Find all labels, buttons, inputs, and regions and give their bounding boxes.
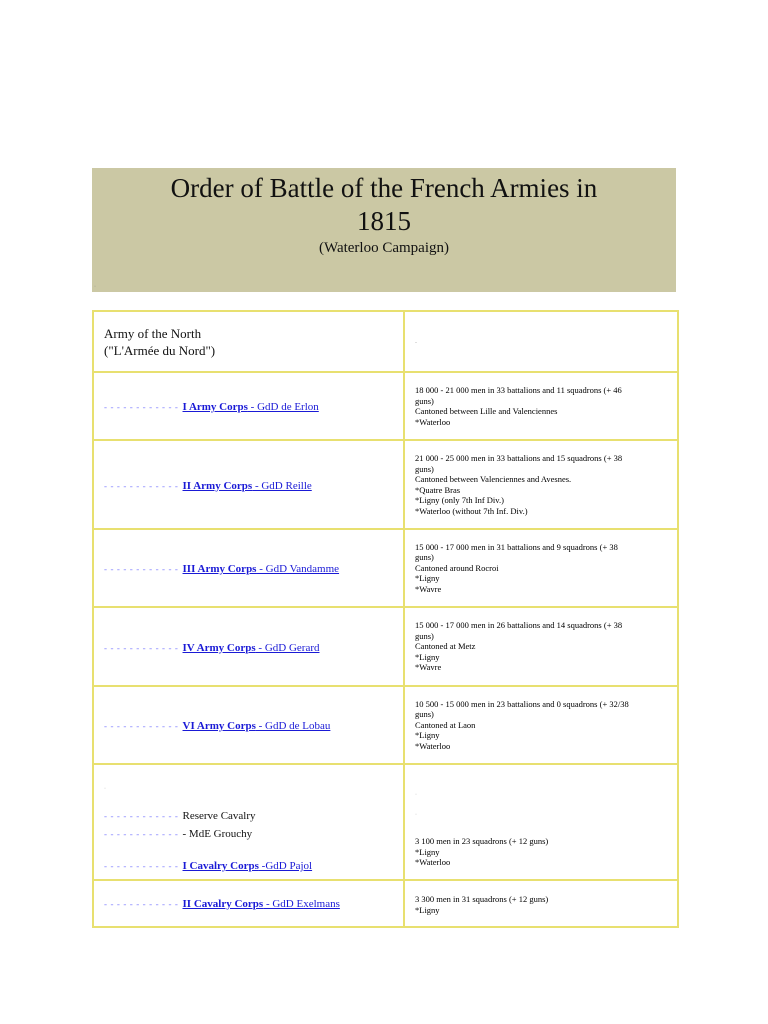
reserve-cavalry-cell: [93, 764, 404, 880]
banner-marker: ·: [94, 284, 96, 290]
indent-dashes: - - - - - - - - - - - -: [104, 899, 179, 909]
table-row: [93, 686, 678, 764]
spacer-mark: ·: [415, 792, 417, 799]
corps-details: 10 500 - 15 000 men in 23 battalions and 0 squadrons (+ 32/38 guns) Cantoned at Laon *Ligny *Waterloo: [404, 686, 678, 764]
table-row: [93, 880, 678, 927]
indent-dashes: - - - - - - - - - - - -: [104, 811, 179, 821]
corps-link-ii-cavalry[interactable]: II Cavalry Corps - GdD Exelmans: [182, 898, 340, 910]
table-row: [93, 529, 678, 607]
army-name: Army of the North: [104, 325, 202, 341]
corps-details: · · 3 100 men in 23 squadrons (+ 12 guns) *Ligny *Waterloo: [404, 764, 678, 880]
page-subtitle: (Waterloo Campaign): [319, 240, 449, 256]
title-banner: [92, 168, 676, 292]
corps-details: 21 000 - 25 000 men in 33 battalions and 15 squadrons (+ 38 guns) Cantoned between Valenciennes and Avesnes. *Quatre Bras *Ligny (only 7th Inf Div.) *Waterloo (without 7th Inf. Div.): [404, 440, 678, 529]
corps-link-ii-army[interactable]: II Army Corps - GdD Reille: [182, 479, 312, 492]
corps-cell: [93, 607, 404, 686]
page-title: Order of Battle of the French Armies in 1815: [170, 173, 598, 236]
corps-link-i-army[interactable]: I Army Corps - GdD de Erlon: [182, 401, 319, 413]
spacer-mark: ·: [104, 786, 106, 792]
table-header-row: [93, 311, 678, 372]
corps-cell: [93, 880, 404, 927]
reserve-commander-label: - MdE Grouchy: [182, 828, 253, 840]
indent-dashes: - - - - - - - - - - - -: [104, 480, 179, 491]
indent-dashes: - - - - - - - - - - - -: [104, 829, 179, 839]
corps-cell: [93, 440, 404, 529]
table-row: [93, 764, 678, 880]
corps-cell: [93, 686, 404, 764]
corps-link-vi-army[interactable]: VI Army Corps - GdD de Lobau: [182, 720, 331, 732]
indent-dashes: - - - - - - - - - - - -: [104, 642, 179, 653]
corps-link-iii-army[interactable]: III Army Corps - GdD Vandamme: [182, 563, 340, 575]
corps-details: 15 000 - 17 000 men in 31 battalions and 9 squadrons (+ 38 guns) Cantoned around Rocroi *Ligny *Wavre: [404, 529, 678, 607]
empty-marker: -: [415, 339, 417, 346]
table-row: [93, 372, 678, 440]
army-name-french: ("L'Armée du Nord"): [104, 342, 216, 358]
order-of-battle-table: [92, 310, 679, 928]
indent-dashes: - - - - - - - - - - - -: [104, 721, 179, 731]
army-detail-cell: [404, 311, 678, 372]
indent-dashes: - - - - - - - - - - - -: [104, 564, 179, 574]
indent-dashes: - - - - - - - - - - - -: [104, 861, 179, 871]
army-name-cell: [93, 311, 404, 372]
corps-cell: [93, 529, 404, 607]
reserve-cavalry-label: Reserve Cavalry: [182, 810, 256, 822]
corps-link-iv-army[interactable]: IV Army Corps - GdD Gerard: [182, 641, 320, 654]
spacer-mark: ·: [415, 812, 417, 819]
corps-details: 18 000 - 21 000 men in 33 battalions and 11 squadrons (+ 46 guns) Cantoned between Lille and Valenciennes *Waterloo: [404, 372, 678, 440]
corps-link-i-cavalry[interactable]: I Cavalry Corps -GdD Pajol: [182, 860, 313, 872]
corps-details: 15 000 - 17 000 men in 26 battalions and 14 squadrons (+ 38 guns) Cantoned at Metz *Ligny *Wavre: [404, 607, 678, 686]
corps-details: 3 300 men in 31 squadrons (+ 12 guns) *Ligny: [404, 880, 678, 927]
table-row: [93, 607, 678, 686]
table-row: [93, 440, 678, 529]
corps-cell: [93, 372, 404, 440]
indent-dashes: - - - - - - - - - - - -: [104, 402, 179, 412]
